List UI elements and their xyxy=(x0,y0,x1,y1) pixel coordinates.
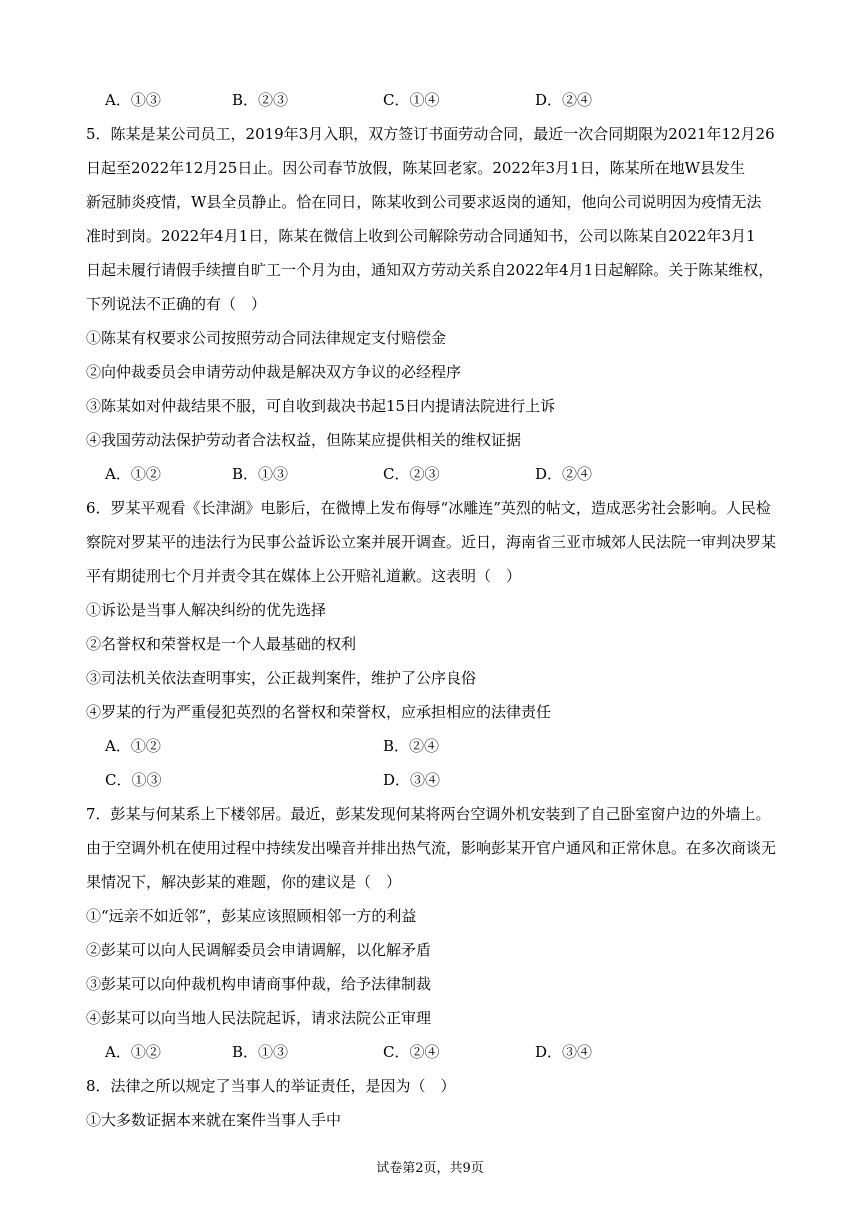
option-a: A．①② xyxy=(105,737,161,755)
question-text-line: 日起至2022年12月25日止。因公司春节放假，陈某回老家。2022年3月1日，陈某所在地W县发生 xyxy=(86,159,746,177)
statement: ①“远亲不如近邻”，彭某应该照顾相邻一方的利益 xyxy=(86,907,417,925)
statement: ④我国劳动法保护劳动者合法权益，但陈某应提供相关的维权证据 xyxy=(86,431,522,449)
option-a: A．①② xyxy=(105,1043,161,1061)
option-c: C．②④ xyxy=(383,1043,440,1061)
option-b: B．②③ xyxy=(232,91,289,109)
statement: ②向仲裁委员会申请劳动仲裁是解决双方争议的必经程序 xyxy=(86,363,462,381)
question-text-line: 8．法律之所以规定了当事人的举证责任，是因为（ ） xyxy=(86,1077,456,1095)
option-b: B．①③ xyxy=(232,465,289,483)
question-text-line: 新冠肺炎疫情，W县全员静止。恰在同日，陈某收到公司要求返岗的通知，他向公司说明因为疫情无法 xyxy=(86,193,762,211)
option-d: D．③④ xyxy=(383,771,441,789)
question-text-line: 由于空调外机在使用过程中持续发出噪音并排出热气流，影响彭某开官户通风和正常休息。在多次商谈无 xyxy=(86,839,777,857)
statement: ①陈某有权要求公司按照劳动合同法律规定支付赔偿金 xyxy=(86,329,447,347)
option-c: C．①③ xyxy=(105,771,162,789)
option-a: A．①② xyxy=(105,465,161,483)
question-text-line: 6．罗某平观看《长津湖》电影后，在微博上发布侮辱“冰雕连”英烈的帖文，造成恶劣社会影响。人民检 xyxy=(86,499,771,517)
page-footer: 试卷第2页，共9页 xyxy=(376,1161,484,1176)
question-text-line: 准时到岗。2022年4月1日，陈某在微信上收到公司解除劳动合同通知书，公司以陈某自2022年3月1 xyxy=(86,227,756,245)
statement: ②彭某可以向人民调解委员会申请调解，以化解矛盾 xyxy=(86,941,432,959)
question-text-line: 7．彭某与何某系上下楼邻居。最近，彭某发现何某将两台空调外机安装到了自己卧室窗户边的外墙上。 xyxy=(86,805,771,823)
option-c: C．②③ xyxy=(383,465,440,483)
question-text-line: 5．陈某是某公司员工，2019年3月入职，双方签订书面劳动合同，最近一次合同期限为2021年12月26 xyxy=(86,125,775,143)
statement: ①大多数证据本来就在案件当事人手中 xyxy=(86,1111,342,1129)
statement: ③司法机关依法查明事实，公正裁判案件，维护了公序良俗 xyxy=(86,669,477,687)
option-b: B．②④ xyxy=(383,737,440,755)
option-c: C．①④ xyxy=(383,91,440,109)
question-text-line: 平有期徒刑七个月并责令其在媒体上公开赔礼道歉。这表明（ ） xyxy=(86,567,522,585)
option-a: A．①③ xyxy=(105,91,161,109)
option-b: B．①③ xyxy=(232,1043,289,1061)
statement: ②名誉权和荣誉权是一个人最基础的权利 xyxy=(86,635,357,653)
statement: ③彭某可以向仲裁机构申请商事仲裁，给予法律制裁 xyxy=(86,975,432,993)
option-d: D．②④ xyxy=(535,91,593,109)
option-d: D．②④ xyxy=(535,465,593,483)
question-text-line: 日起未履行请假手续擅自旷工一个月为由，通知双方劳动关系自2022年4月1日起解除。关于陈某维权， xyxy=(86,261,774,279)
statement: ④罗某的行为严重侵犯英烈的名誉权和荣誉权，应承担相应的法律责任 xyxy=(86,703,552,721)
statement: ①诉讼是当事人解决纠纷的优先选择 xyxy=(86,601,327,619)
question-text-line: 下列说法不正确的有（ ） xyxy=(86,295,267,313)
question-text-line: 察院对罗某平的违法行为民事公益诉讼立案并展开调查。近日，海南省三亚市城郊人民法院一审判决罗某 xyxy=(86,533,777,551)
statement: ④彭某可以向当地人民法院起诉，请求法院公正审理 xyxy=(86,1009,432,1027)
statement: ③陈某如对仲裁结果不服，可自收到裁决书起15日内提请法院进行上诉 xyxy=(86,397,556,415)
question-text-line: 果情况下，解决彭某的难题，你的建议是（ ） xyxy=(86,873,402,891)
option-d: D．③④ xyxy=(535,1043,593,1061)
